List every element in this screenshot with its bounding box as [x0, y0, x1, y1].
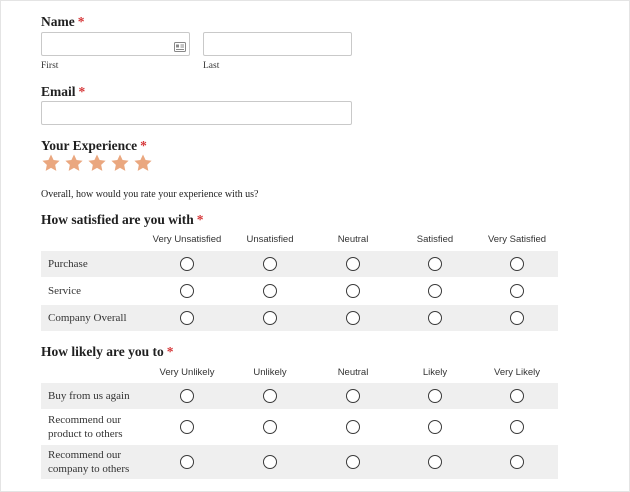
satisfaction-column-header: Very Unsatisfied — [152, 234, 222, 245]
contact-card-icon — [174, 39, 186, 57]
satisfaction-radio[interactable] — [180, 311, 194, 325]
experience-label-text: Your Experience — [41, 138, 138, 153]
likelihood-row — [41, 445, 558, 479]
satisfaction-radio[interactable] — [263, 284, 277, 298]
likelihood-radio[interactable] — [346, 455, 360, 469]
star-rating[interactable] — [41, 153, 153, 173]
name-label — [41, 14, 85, 30]
likelihood-row — [41, 383, 558, 409]
likelihood-radio[interactable] — [428, 455, 442, 469]
likelihood-radio[interactable] — [263, 389, 277, 403]
satisfaction-row — [41, 278, 558, 304]
likelihood-radio[interactable] — [510, 389, 524, 403]
satisfaction-radio[interactable] — [346, 311, 360, 325]
satisfaction-radio[interactable] — [510, 311, 524, 325]
likelihood-row-label: Buy from us again — [48, 390, 130, 402]
likelihood-column-header: Unlikely — [253, 367, 287, 378]
likelihood-radio[interactable] — [346, 420, 360, 434]
likelihood-radio[interactable] — [346, 389, 360, 403]
star-icon[interactable] — [64, 153, 84, 173]
required-marker: * — [78, 84, 86, 99]
satisfaction-row — [41, 305, 558, 331]
experience-description: Overall, how would you rate your experience with us? — [41, 189, 259, 200]
satisfaction-radio[interactable] — [180, 284, 194, 298]
likelihood-row-label: Recommend our company to others — [48, 449, 130, 475]
required-marker: * — [140, 138, 147, 153]
star-icon[interactable] — [87, 153, 107, 173]
satisfaction-label — [41, 212, 204, 228]
likelihood-column-header: Very Likely — [494, 367, 540, 378]
experience-label — [41, 138, 147, 154]
likelihood-radio[interactable] — [180, 389, 194, 403]
satisfaction-column-header: Satisfied — [416, 234, 454, 245]
likelihood-label-text: How likely are you to — [41, 344, 164, 359]
required-marker: * — [166, 344, 174, 359]
first-name-input[interactable] — [41, 32, 190, 56]
satisfaction-column-header: Neutral — [337, 234, 369, 245]
satisfaction-column-header: Unsatisfied — [246, 234, 294, 245]
satisfaction-radio[interactable] — [428, 311, 442, 325]
name-label-text: Name — [41, 14, 75, 29]
email-input[interactable] — [41, 101, 352, 125]
satisfaction-row — [41, 251, 558, 277]
satisfaction-label-text: How satisfied are you with — [41, 212, 194, 227]
likelihood-column-header: Very Unlikely — [159, 367, 215, 378]
satisfaction-radio[interactable] — [428, 284, 442, 298]
satisfaction-radio[interactable] — [346, 257, 360, 271]
last-sublabel: Last — [203, 61, 220, 71]
satisfaction-radio[interactable] — [510, 284, 524, 298]
satisfaction-radio[interactable] — [263, 311, 277, 325]
satisfaction-radio[interactable] — [346, 284, 360, 298]
satisfaction-radio[interactable] — [428, 257, 442, 271]
likelihood-column-header: Neutral — [337, 367, 369, 378]
likelihood-row-label: Recommend our product to others — [48, 414, 123, 440]
star-icon[interactable] — [41, 153, 61, 173]
likelihood-radio[interactable] — [510, 455, 524, 469]
likelihood-label — [41, 344, 174, 360]
email-label-text: Email — [41, 84, 76, 99]
likelihood-radio[interactable] — [180, 455, 194, 469]
likelihood-row — [41, 410, 558, 444]
star-icon[interactable] — [110, 153, 130, 173]
likelihood-radio[interactable] — [428, 420, 442, 434]
satisfaction-row-label: Service — [48, 285, 81, 297]
satisfaction-row-label: Company Overall — [48, 312, 127, 324]
likelihood-radio[interactable] — [428, 389, 442, 403]
satisfaction-radio[interactable] — [263, 257, 277, 271]
satisfaction-radio[interactable] — [180, 257, 194, 271]
satisfaction-row-label: Purchase — [48, 258, 88, 270]
star-icon[interactable] — [133, 153, 153, 173]
required-marker: * — [77, 14, 85, 29]
likelihood-radio[interactable] — [263, 420, 277, 434]
required-marker: * — [196, 212, 204, 227]
first-sublabel: First — [41, 61, 59, 71]
email-label — [41, 84, 85, 100]
likelihood-radio[interactable] — [180, 420, 194, 434]
satisfaction-column-header: Very Satisfied — [487, 234, 547, 245]
last-name-input[interactable] — [203, 32, 352, 56]
likelihood-column-header: Likely — [422, 367, 448, 378]
likelihood-radio[interactable] — [510, 420, 524, 434]
likelihood-radio[interactable] — [263, 455, 277, 469]
satisfaction-radio[interactable] — [510, 257, 524, 271]
